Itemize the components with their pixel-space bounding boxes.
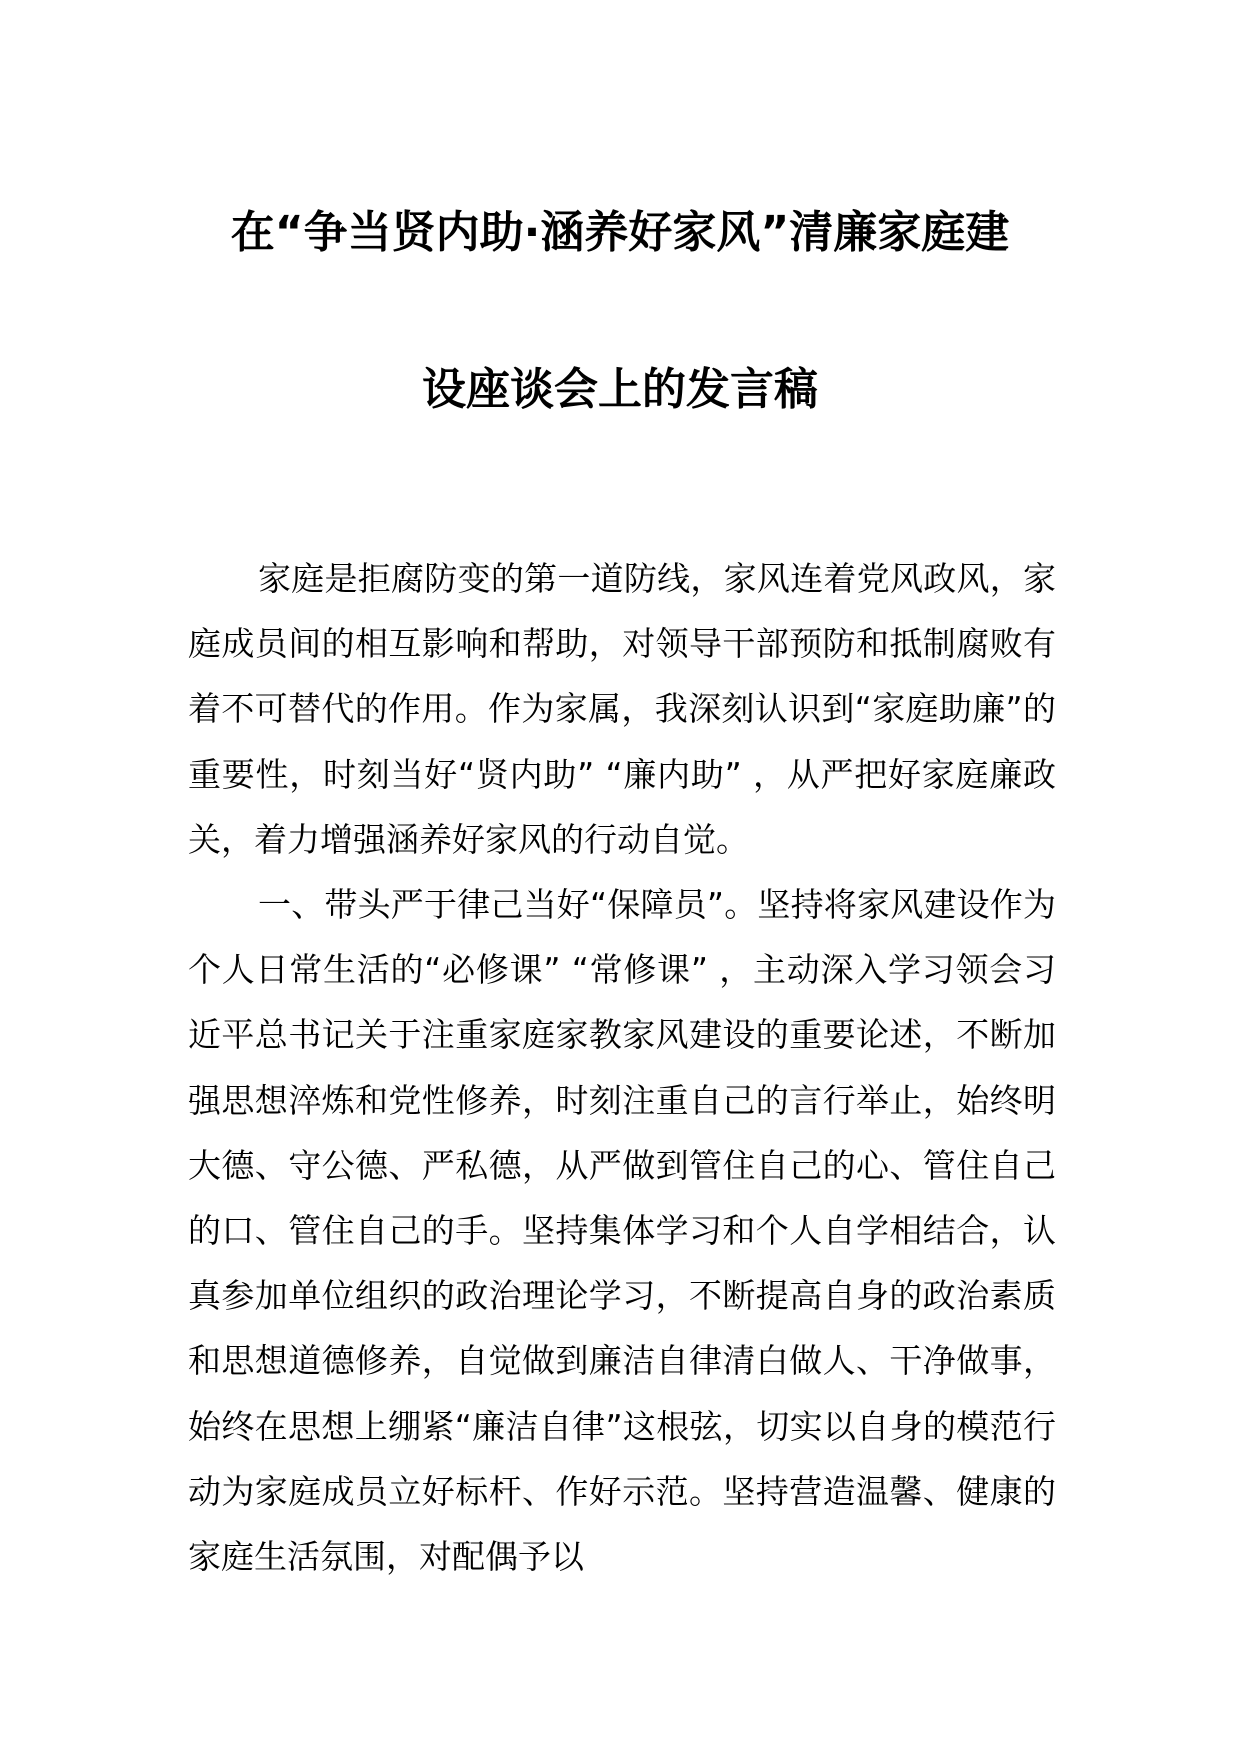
document-title-line-1: 在“争当贤内助·涵养好家风”清廉家庭建 — [230, 207, 1010, 258]
document-body — [188, 546, 1056, 1589]
paragraph-section-one: 一、带头严于律己当好“保障员”。坚持将家风建设作为个人日常生活的“必修课” “常修课” ，主动深入学习领会习近平总书记关于注重家庭家教家风建设的重要论述，不断加强思想淬炼和党性修养，时刻注重自己的言行举止，始终明大德、守公德、严私德，从严做到管住自己的心、管住自己的口、管住自己的手。坚持集体学习和个人自学相结合，认真参加单位组织的政治理论学习，不断提高自身的政治素质和思想道德修养，自觉做到廉洁自律清白做人、干净做事，始终在思想上绷紧“廉洁自律”这根弦，切实以自身的模范行动为家庭成员立好标杆、作好示范。坚持营造温馨、健康的家庭生活氛围，对配偶予以 — [188, 885, 1056, 1577]
document-title-line-2: 设座谈会上的发言稿 — [422, 364, 818, 415]
paragraph-intro: 家庭是拒腐防变的第一道防线，家风连着党风政风，家庭成员间的相互影响和帮助，对领导干部预防和抵制腐败有着不可替代的作用。作为家属，我深刻认识到“家庭助廉”的重要性，时刻当好“贤内助” “廉内助” ，从严把好家庭廉政关，着力增强涵养好家风的行动自觉。 — [188, 559, 1056, 859]
